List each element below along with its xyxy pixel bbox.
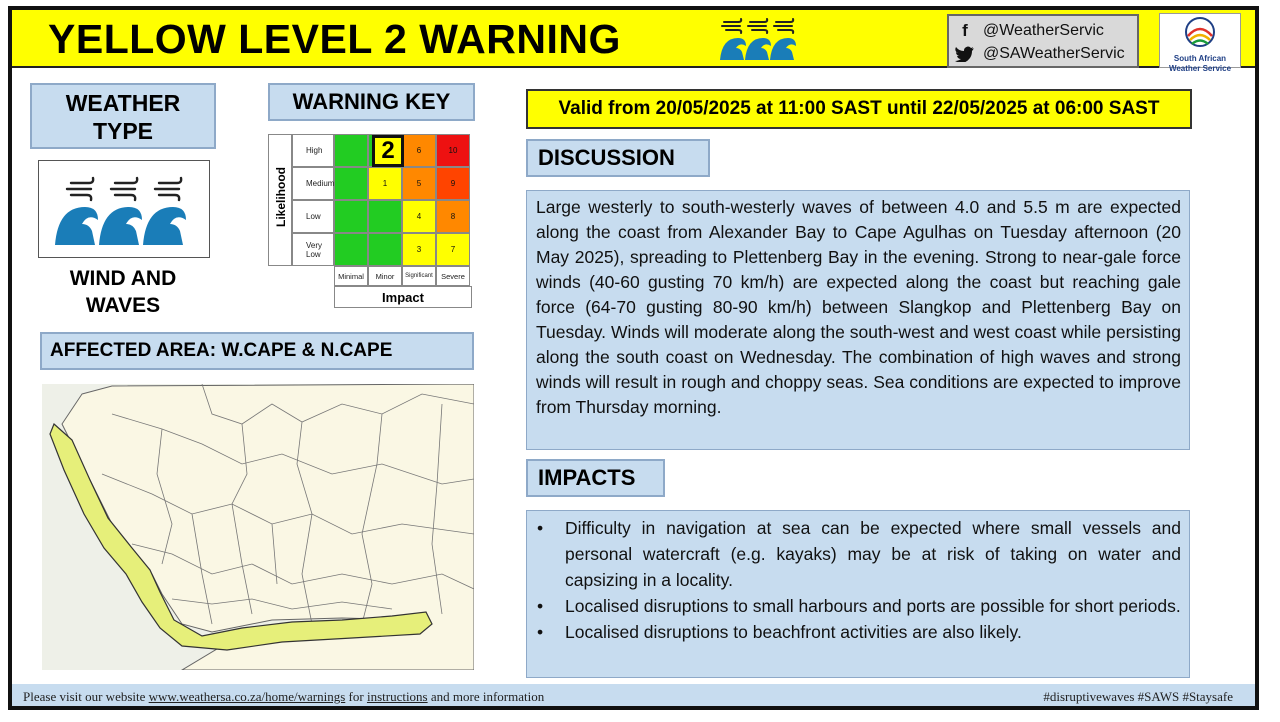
matrix-cell: 4 [402, 200, 436, 233]
row-label-very-low-line1: Very [306, 240, 323, 250]
row-label-very-low [292, 233, 334, 266]
matrix-cell [334, 233, 368, 266]
logo-text-1: South African [1173, 54, 1227, 63]
footer-prefix: Please visit our website [23, 689, 149, 704]
logo-text-2: Weather Service [1168, 64, 1232, 73]
warning-key-matrix [268, 134, 478, 310]
row-label-low: Low [292, 200, 334, 233]
matrix-cell: 3 [402, 233, 436, 266]
footer-middle: for [345, 689, 367, 704]
impacts-list [526, 510, 1190, 678]
weather-type-label [30, 265, 216, 319]
column-label-minimal: Minimal [334, 266, 368, 286]
matrix-cell [368, 233, 402, 266]
likelihood-axis [268, 134, 292, 266]
weather-type-label-line1: WIND AND [69, 267, 177, 290]
matrix-cell [334, 200, 368, 233]
matrix-cell [368, 200, 402, 233]
facebook-row[interactable] [955, 19, 1137, 42]
row-label-medium: Medium [292, 167, 334, 200]
matrix-cell: 7 [436, 233, 470, 266]
weather-type-heading [30, 83, 216, 149]
matrix-cell [334, 167, 368, 200]
warning-banner [12, 10, 1255, 73]
affected-area-heading: AFFECTED AREA: W.CAPE & N.CAPE [40, 332, 474, 370]
footer-info [23, 689, 544, 705]
validity-period: Valid from 20/05/2025 at 11:00 SAST until 22/05/2025 at 06:00 SAST [526, 89, 1192, 129]
weather-type-label-line2: WAVES [85, 294, 161, 317]
matrix-cell: 10 [436, 134, 470, 167]
social-handles [947, 14, 1139, 68]
discussion-heading: DISCUSSION [526, 139, 710, 177]
facebook-icon: f [962, 20, 968, 40]
warning-poster [8, 6, 1259, 710]
wind-and-waves-icon [39, 161, 209, 257]
saws-logo [1159, 13, 1241, 73]
column-label-severe: Severe [436, 266, 470, 286]
row-label-very-low-line2: Low [306, 249, 321, 259]
discussion-text: Large westerly to south-westerly waves of between 4.0 and 5.5 m are expected along the coast from Alexander Bay to Cape Agulhas on Tuesday afternoon (20 May 2025), spreading to Plettenberg Bay in the evening. Strong to near-gale force winds (40-60 gusting 70 km/h) are expected along the coast but reaching gale force (64-70 gusting 80-90 km/h) between Slangkop and Plettenberg Bay on Tuesday. Winds will moderate along the south-west and west coast while persisting along the south coast on Wednesday. The combination of high waves and strong winds will result in rough and choppy seas. Sea conditions are expected to improve from Thursday morning. [526, 190, 1190, 450]
impact-label: Impact [334, 286, 472, 308]
impact-item: • Difficulty in navigation at sea can be expected where small vessels and personal watercraft (e.g. kayaks) may be at risk of taking on water and capsizing in a locality. [535, 515, 1181, 593]
impact-item: • Localised disruptions to beachfront activities are also likely. [535, 619, 1181, 645]
matrix-cell: 9 [436, 167, 470, 200]
matrix-cell: 1 [368, 167, 402, 200]
column-label-significant: Significant [402, 266, 436, 286]
wind-and-waves-icon [718, 16, 798, 62]
weather-type-image [38, 160, 210, 258]
twitter-handle[interactable]: @SAWeatherServic [983, 44, 1125, 62]
footer-hashtags: #disruptivewaves #SAWS #Staysafe [1043, 689, 1233, 704]
likelihood-label: Likelihood [274, 167, 288, 227]
twitter-icon [955, 46, 975, 62]
matrix-cell: 6 [402, 134, 436, 167]
footer-suffix: and more information [427, 689, 545, 704]
warning-title: YELLOW LEVEL 2 WARNING [48, 16, 621, 62]
weather-type-heading-line2: TYPE [92, 118, 154, 144]
matrix-cell [334, 134, 368, 167]
affected-area-map [42, 384, 474, 670]
column-label-minor: Minor [368, 266, 402, 286]
current-level-marker: 2 [372, 135, 404, 167]
saws-emblem-icon [1180, 16, 1220, 48]
weather-type-heading-line1: WEATHER [65, 90, 181, 116]
row-label-high: High [292, 134, 334, 167]
impacts-heading: IMPACTS [526, 459, 665, 497]
warning-key-heading: WARNING KEY [268, 83, 475, 121]
footer [12, 684, 1255, 710]
instructions-link[interactable]: instructions [366, 689, 428, 704]
twitter-row[interactable] [955, 42, 1137, 65]
website-link[interactable]: www.weathersa.co.za/home/warnings [148, 689, 346, 704]
impact-item: • Localised disruptions to small harbours and ports are possible for short periods. [535, 593, 1181, 619]
matrix-cell: 8 [436, 200, 470, 233]
matrix-cell: 5 [402, 167, 436, 200]
facebook-handle[interactable]: @WeatherServic [983, 21, 1104, 39]
